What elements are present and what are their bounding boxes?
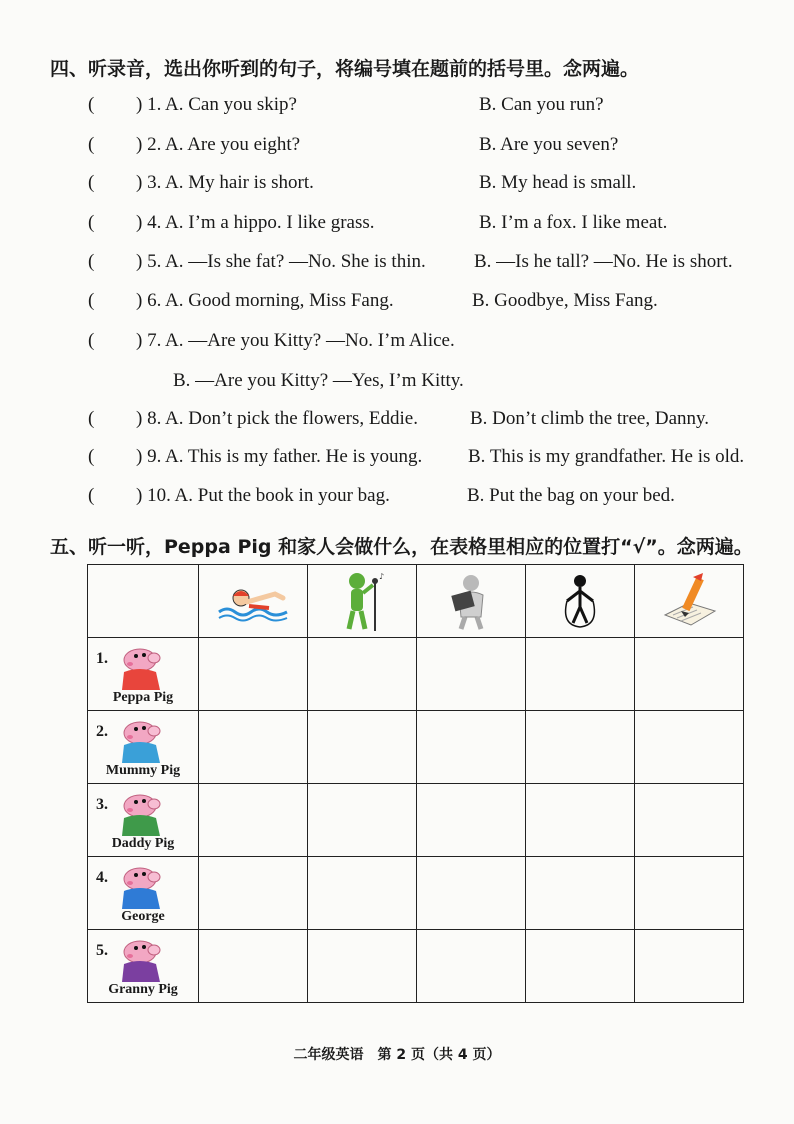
- draw-icon: [659, 571, 719, 631]
- skip-rope-icon: [555, 571, 605, 631]
- pig-character-icon: [116, 792, 172, 838]
- answer-cell[interactable]: [308, 638, 417, 711]
- answer-cell[interactable]: [635, 711, 744, 784]
- header-cell-draw: [635, 565, 744, 638]
- option-a: ) 3. A. My hair is short.: [136, 172, 314, 193]
- option-a: ) 10. A. Put the book in your bag.: [136, 485, 390, 506]
- answer-cell[interactable]: [308, 711, 417, 784]
- answer-bracket[interactable]: (: [88, 290, 95, 311]
- character-number: 3.: [96, 796, 108, 813]
- option-b: B. —Are you Kitty? —Yes, I’m Kitty.: [173, 370, 464, 391]
- option-b: B. Are you seven?: [479, 134, 619, 155]
- header-cell-read: [417, 565, 526, 638]
- option-b: B. Put the bag on your bed.: [467, 485, 675, 506]
- character-cell: [88, 711, 199, 784]
- character-name: Peppa Pig: [112, 690, 174, 705]
- pig-character-icon: [116, 719, 172, 765]
- answer-cell[interactable]: [417, 784, 526, 857]
- answer-bracket[interactable]: (: [88, 330, 95, 351]
- character-name: George: [121, 909, 165, 924]
- answer-cell[interactable]: [199, 711, 308, 784]
- section-5-heading: 五、听一听，Peppa Pig 和家人会做什么，在表格里相应的位置打“√”。念两遍。: [50, 536, 753, 558]
- answer-bracket[interactable]: (: [88, 134, 95, 155]
- answer-table: [87, 564, 744, 1003]
- table-row: [88, 638, 744, 711]
- corner-cell: [88, 565, 199, 638]
- character-cell: [88, 930, 199, 1003]
- header-cell-skip: [526, 565, 635, 638]
- sing-icon: [337, 569, 387, 633]
- answer-bracket[interactable]: (: [88, 94, 95, 115]
- answer-bracket[interactable]: (: [88, 446, 95, 467]
- answer-bracket[interactable]: (: [88, 251, 95, 272]
- answer-cell[interactable]: [199, 638, 308, 711]
- answer-cell[interactable]: [417, 638, 526, 711]
- table-header-row: [88, 565, 744, 638]
- table-row: [88, 784, 744, 857]
- answer-cell[interactable]: [526, 638, 635, 711]
- swim-icon: [217, 578, 289, 624]
- answer-cell[interactable]: [199, 930, 308, 1003]
- character-cell: [88, 784, 199, 857]
- option-b: B. I’m a fox. I like meat.: [479, 212, 668, 233]
- read-icon: [441, 571, 501, 631]
- pig-character-icon: [116, 646, 172, 692]
- answer-cell[interactable]: [308, 857, 417, 930]
- character-cell: [88, 857, 199, 930]
- answer-cell[interactable]: [308, 930, 417, 1003]
- option-b: B. —Is he tall? —No. He is short.: [474, 251, 733, 272]
- character-number: 2.: [96, 723, 108, 740]
- character-number: 4.: [96, 869, 108, 886]
- option-b: B. My head is small.: [479, 172, 637, 193]
- character-name: Mummy Pig: [105, 763, 181, 778]
- answer-cell[interactable]: [635, 638, 744, 711]
- header-cell-sing: [308, 565, 417, 638]
- page-footer: 二年级英语 第 2 页（共 4 页）: [293, 1047, 501, 1063]
- pig-character-icon: [116, 938, 172, 984]
- answer-bracket[interactable]: (: [88, 212, 95, 233]
- header-cell-swim: [199, 565, 308, 638]
- pig-character-icon: [116, 865, 172, 911]
- answer-bracket[interactable]: (: [88, 408, 95, 429]
- option-a: ) 9. A. This is my father. He is young.: [136, 446, 423, 467]
- character-name: Granny Pig: [108, 982, 178, 997]
- answer-cell[interactable]: [417, 857, 526, 930]
- answer-cell[interactable]: [199, 857, 308, 930]
- option-a: ) 7. A. —Are you Kitty? —No. I’m Alice.: [136, 330, 455, 351]
- option-a: ) 6. A. Good morning, Miss Fang.: [136, 290, 394, 311]
- answer-cell[interactable]: [635, 930, 744, 1003]
- answer-cell[interactable]: [526, 784, 635, 857]
- section-4-heading: 四、听录音，选出你听到的句子，将编号填在题前的括号里。念两遍。: [50, 58, 640, 80]
- option-a: ) 5. A. —Is she fat? —No. She is thin.: [136, 251, 426, 272]
- option-a: ) 1. A. Can you skip?: [136, 94, 297, 115]
- answer-cell[interactable]: [635, 784, 744, 857]
- answer-cell[interactable]: [308, 784, 417, 857]
- character-number: 5.: [96, 942, 108, 959]
- answer-cell[interactable]: [526, 930, 635, 1003]
- table-row: [88, 857, 744, 930]
- character-cell: [88, 638, 199, 711]
- character-name: Daddy Pig: [111, 836, 175, 851]
- option-b: B. Goodbye, Miss Fang.: [472, 290, 658, 311]
- option-a: ) 8. A. Don’t pick the flowers, Eddie.: [136, 408, 418, 429]
- option-a: ) 2. A. Are you eight?: [136, 134, 301, 155]
- answer-cell[interactable]: [417, 930, 526, 1003]
- option-b: B. Don’t climb the tree, Danny.: [470, 408, 710, 429]
- answer-bracket[interactable]: (: [88, 172, 95, 193]
- answer-bracket[interactable]: (: [88, 485, 95, 506]
- table-row: [88, 711, 744, 784]
- option-a: ) 4. A. I’m a hippo. I like grass.: [136, 212, 375, 233]
- answer-cell[interactable]: [199, 784, 308, 857]
- character-number: 1.: [96, 650, 108, 667]
- option-b: B. Can you run?: [479, 94, 604, 115]
- svg-text:♪: ♪: [379, 572, 385, 581]
- answer-cell[interactable]: [635, 857, 744, 930]
- option-b: B. This is my grandfather. He is old.: [468, 446, 745, 467]
- answer-cell[interactable]: [526, 857, 635, 930]
- answer-cell[interactable]: [417, 711, 526, 784]
- answer-cell[interactable]: [526, 711, 635, 784]
- table-row: [88, 930, 744, 1003]
